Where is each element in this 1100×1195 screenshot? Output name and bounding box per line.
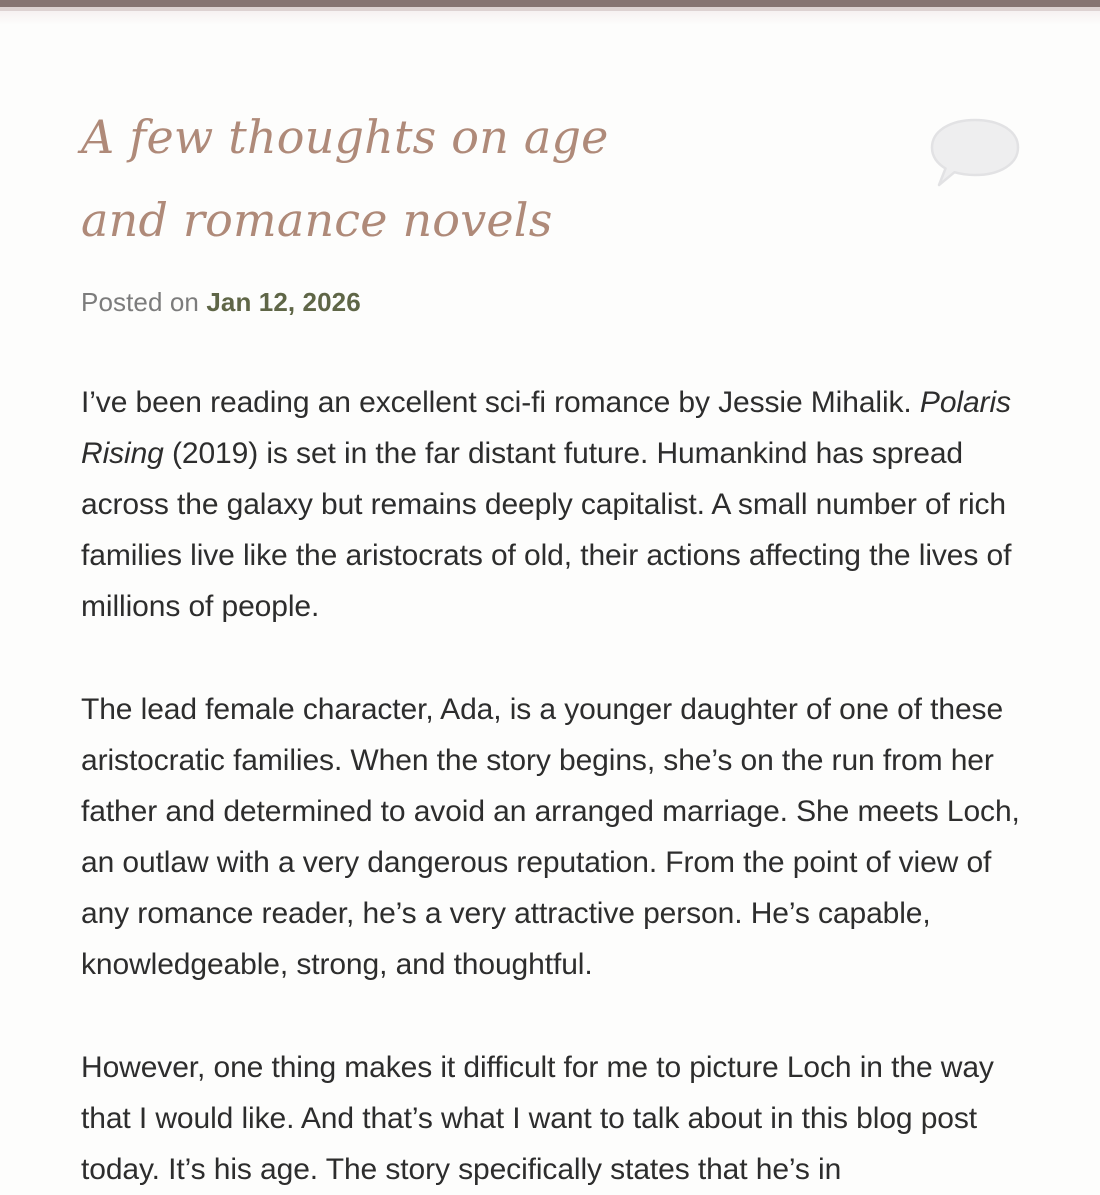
post-meta (81, 286, 1020, 318)
comment-bubble-glyph (929, 118, 1021, 188)
post-date: Jan 12, 2026 (206, 287, 361, 317)
post-paragraph: I’ve been reading an excellent sci-fi romance by Jessie Mihalik. Polaris Rising (2019) is set in the far distant future. Humankind has spread across the galaxy but remains deeply capitalist. A small number of rich families live like the aristocrats of old, their actions affecting the lives of millions of people. (81, 386, 1012, 623)
post-paragraph: The lead female character, Ada, is a younger daughter of one of these aristocratic families. When the story begins, she’s on the run from her father and determined to avoid an arranged marriage. She meets Loch, an outlaw with a very dangerous reputation. From the point of view of any romance reader, he’s a very attractive person. He’s capable, knowledgeable, strong, and thoughtful. (81, 693, 1020, 981)
posted-on-label: Posted on (81, 287, 199, 317)
post-body (81, 377, 1020, 1195)
comment-bubble-icon[interactable] (929, 118, 1021, 188)
post-header (81, 96, 1020, 318)
page-title: A few thoughts on age and romance novels (81, 110, 609, 247)
post-paragraph: However, one thing makes it difficult for me to picture Loch in the way that I would like. And that’s what I want to talk about in this blog post today. It’s his age. The story specifically states that he’s in (81, 1051, 994, 1186)
book-title-italic: Polaris Rising (81, 386, 1011, 470)
